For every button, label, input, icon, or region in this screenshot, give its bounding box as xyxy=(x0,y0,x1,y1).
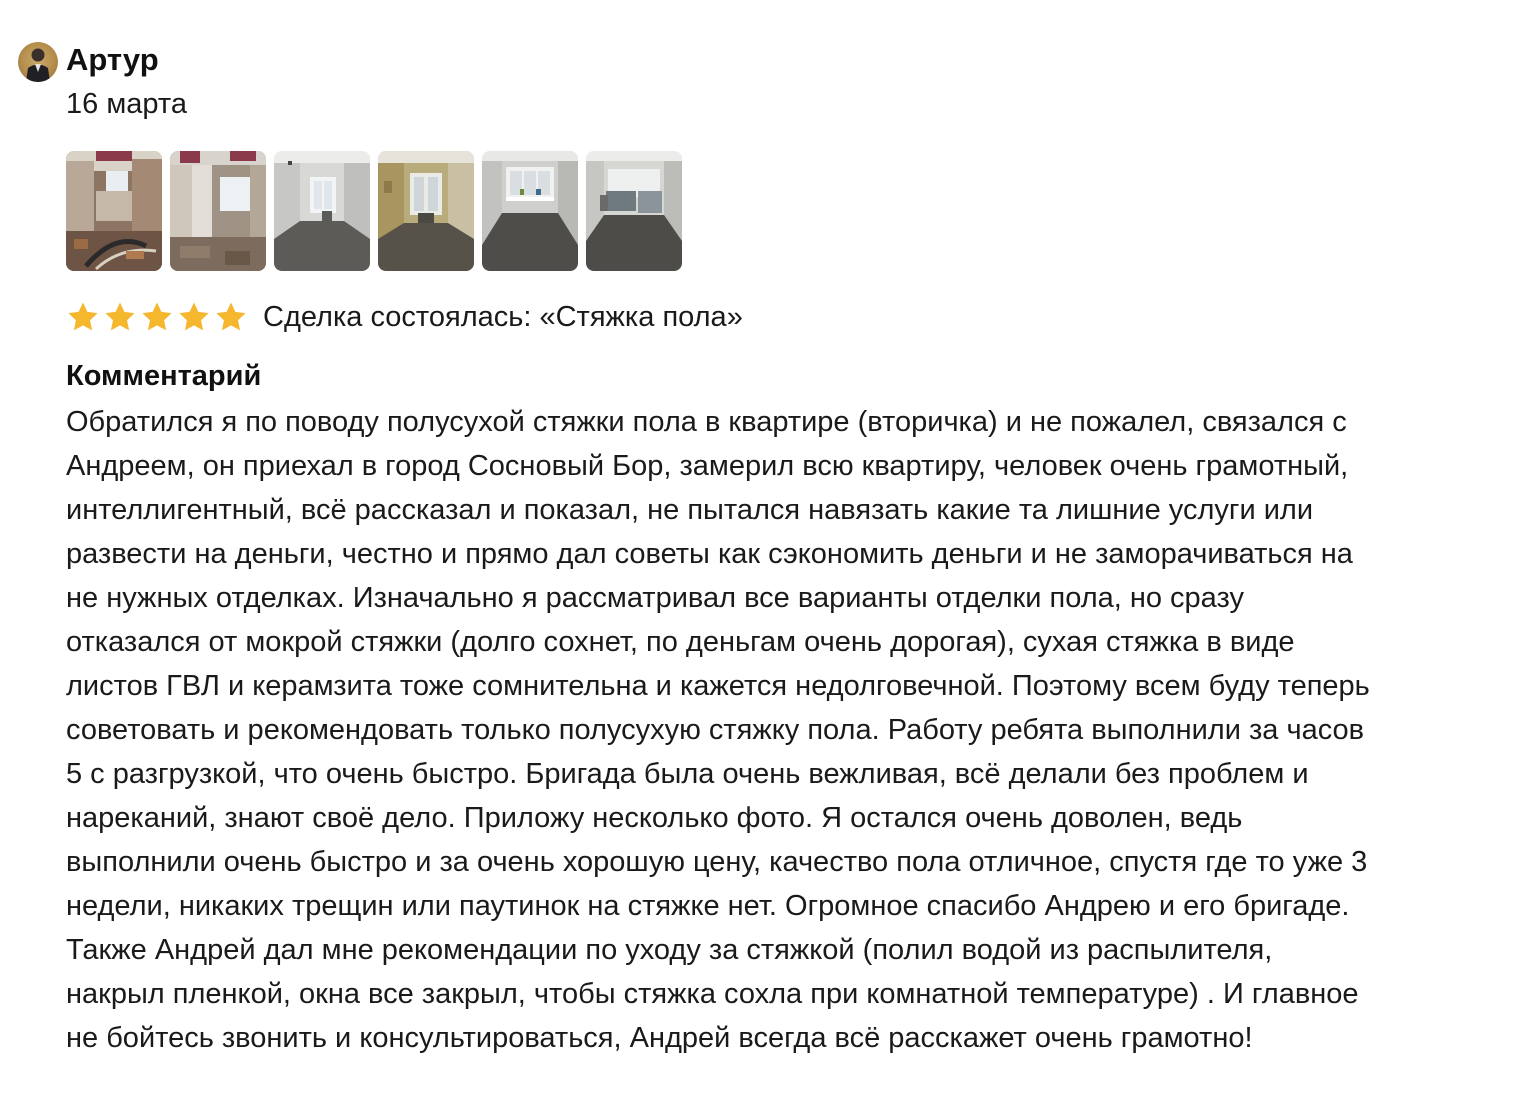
comment-line: отказался от мокрой стяжки (долго сохнет, по деньгам очень дорогая), сухая стяжка в виде xyxy=(66,626,1295,658)
deal-status: Сделка состоялась: «Стяжка пола» xyxy=(263,301,743,333)
comment-line: листов ГВЛ и керамзита тоже сомнительна и кажется недолговечной. Поэтому всем буду теперь xyxy=(66,670,1370,702)
photo-thumbnail[interactable] xyxy=(66,151,162,271)
rating-row xyxy=(66,296,743,338)
comment-line: накрыл пленкой, окна все закрыл, чтобы стяжка сохла при комнатной температуре) . И главное xyxy=(66,978,1359,1010)
comment-line: интеллигентный, всё рассказал и показал, не пытался навязать какие та лишние услуги или xyxy=(66,494,1314,526)
photo-thumbnail[interactable] xyxy=(378,151,474,271)
comment-line: Андреем, он приехал в город Сосновый Бор, замерил всю квартиру, человек очень грамотный, xyxy=(66,450,1349,482)
user-avatar-photo xyxy=(18,42,58,82)
star-icon xyxy=(103,300,137,334)
star-icon xyxy=(140,300,174,334)
photo-thumbnail[interactable] xyxy=(170,151,266,271)
star-icon xyxy=(177,300,211,334)
comment-line: нареканий, знают своё дело. Приложу несколько фото. Я остался очень доволен, ведь xyxy=(66,802,1243,834)
star-icon xyxy=(66,300,100,334)
avatar[interactable] xyxy=(18,42,58,82)
author-name[interactable]: Артур xyxy=(66,42,159,77)
photo-gallery xyxy=(66,151,682,271)
comment-line: не бойтесь звонить и консультироваться, Андрей всегда всё расскажет очень грамотно! xyxy=(66,1022,1253,1054)
comment-line: 5 с разгрузкой, что очень быстро. Бригада была очень вежливая, всё делали без проблем и xyxy=(66,758,1309,790)
comment-heading: Комментарий xyxy=(66,360,262,392)
comment-line: выполнили очень быстро и за очень хорошую цену, качество пола отличное, спустя где то уже 3 xyxy=(66,846,1368,878)
comment-line: советовать и рекомендовать только полусухую стяжку пола. Работу ребята выполнили за часов xyxy=(66,714,1365,746)
comment-line: не нужных отделках. Изначально я рассматривал все варианты отделки пола, но сразу xyxy=(66,582,1244,614)
review-date: 16 марта xyxy=(66,88,187,120)
comment-line: недели, никаких трещин или паутинок на стяжке нет. Огромное спасибо Андрею и его бригаде. xyxy=(66,890,1350,922)
comment-text xyxy=(66,400,1511,1060)
photo-thumbnail[interactable] xyxy=(482,151,578,271)
comment-line: Также Андрей дал мне рекомендации по уходу за стяжкой (полил водой из распылителя, xyxy=(66,934,1273,966)
rating-stars xyxy=(66,300,248,334)
photo-thumbnail[interactable] xyxy=(274,151,370,271)
photo-thumbnail[interactable] xyxy=(586,151,682,271)
comment-line: развести на деньги, честно и прямо дал советы как сэкономить деньги и не заморачиваться на xyxy=(66,538,1353,570)
comment-line: Обратился я по поводу полусухой стяжки пола в квартире (вторичка) и не пожалел, связался с xyxy=(66,406,1347,438)
star-icon xyxy=(214,300,248,334)
